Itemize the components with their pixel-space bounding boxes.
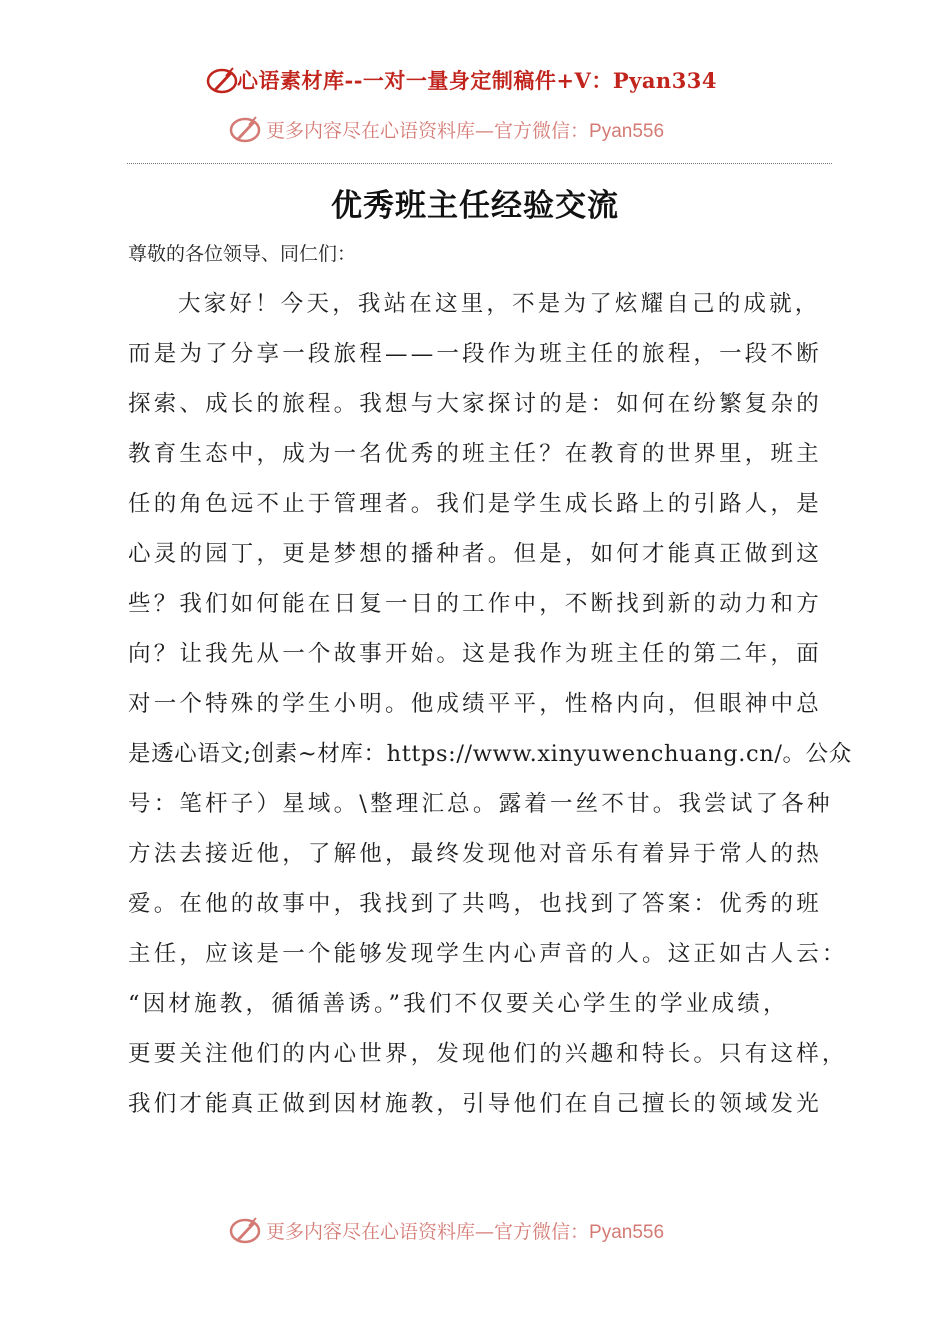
body-line: 我们才能真正做到因材施教，引导他们在自己擅长的领域发光 [128, 1091, 822, 1117]
body-line: 号：笔杆子）星域。\整理汇总。露着一丝不甘。我尝试了各种 [128, 791, 833, 817]
body-line: 更要关注他们的内心世界，发现他们的兴趣和特长。只有这样， [128, 1041, 848, 1067]
body-line: 些？我们如何能在日复一日的工作中，不断找到新的动力和方 [128, 591, 822, 617]
body-line: 心灵的园丁，更是梦想的播种者。但是，如何才能真正做到这 [128, 541, 822, 567]
sub-brand-text [266, 1217, 664, 1244]
body-line: 对一个特殊的学生小明。他成绩平平，性格内向，但眼神中总 [128, 691, 822, 717]
wechat-id: Pyan556 [589, 120, 665, 142]
body-line: 大家好！今天，我站在这里，不是为了炫耀自己的成就， [178, 291, 821, 317]
quill-pen-logo-icon [228, 1213, 262, 1247]
body-line: “因材施教，循循善诱。”我们不仅要关心学生的学业成绩， [128, 991, 789, 1017]
body-line: 是透心语文;创素~材库：https://www.xinyuwenchuang.cn/。公众 [128, 741, 852, 767]
sub-brand-prefix: 更多内容尽在心语资料库—官方微信： [266, 1220, 590, 1243]
body-line: 方法去接近他，了解他，最终发现他对音乐有着异于常人的热 [128, 841, 822, 867]
body-line: 向？让我先从一个故事开始。这是我作为班主任的第二年，面 [128, 641, 822, 667]
body-line: 主任，应该是一个能够发现学生内心声音的人。这正如古人云： [128, 941, 848, 967]
wechat-id: Pyan556 [589, 1221, 665, 1243]
brand-header [205, 62, 805, 98]
document-body [128, 279, 852, 1129]
sub-brand-header [228, 112, 748, 146]
sub-brand-prefix: 更多内容尽在心语资料库—官方微信： [266, 119, 590, 142]
body-line: 而是为了分享一段旅程——一段作为班主任的旅程，一段不断 [128, 341, 822, 367]
header-divider [127, 163, 832, 164]
body-line: 爱。在他的故事中，我找到了共鸣，也找到了答案：优秀的班 [128, 891, 822, 917]
salutation: 尊敬的各位领导、同仁们： [128, 243, 357, 265]
sub-brand-footer [228, 1213, 748, 1247]
quill-pen-logo-icon [205, 63, 239, 97]
brand-text: 心语素材库--一对一量身定制稿件+V：Pyan334 [237, 68, 718, 93]
document-title: 优秀班主任经验交流 [331, 188, 619, 224]
body-line: 教育生态中，成为一名优秀的班主任？在教育的世界里，班主 [128, 441, 822, 467]
body-line: 任的角色远不止于管理者。我们是学生成长路上的引路人，是 [128, 491, 822, 517]
body-line: 探索、成长的旅程。我想与大家探讨的是：如何在纷繁复杂的 [128, 391, 822, 417]
sub-brand-text [266, 116, 664, 143]
quill-pen-logo-icon [228, 112, 262, 146]
